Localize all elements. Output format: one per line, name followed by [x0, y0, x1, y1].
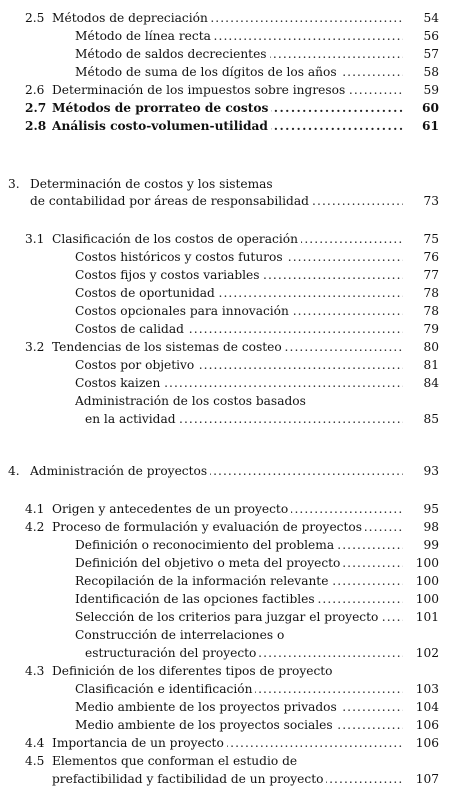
entry-title-text: Métodos de depreciación — [52, 11, 211, 25]
toc-entry — [0, 410, 449, 428]
toc-entry — [0, 338, 449, 356]
page-number: 106 — [405, 716, 439, 734]
entry-title — [75, 716, 403, 734]
entry-title-text: Determinación de los impuestos sobre ingresos — [52, 83, 348, 97]
section-number: 4.5 — [25, 754, 45, 768]
entry-title-text: Definición del objetivo o meta del proyecto — [75, 556, 343, 570]
entry-title-text: Costos de oportunidad — [75, 286, 218, 300]
section-number: 3. — [8, 177, 20, 191]
toc-entry — [0, 536, 449, 554]
toc-entry — [0, 302, 449, 320]
entry-title — [75, 392, 403, 410]
entry-title-text: Costos de calidad — [75, 322, 187, 336]
entry-title — [75, 63, 403, 81]
entry-title-text: Selección de los criterios para juzgar el proyecto — [75, 610, 381, 624]
toc-entry — [0, 63, 449, 81]
toc-entry — [0, 9, 449, 27]
page-number: 59 — [405, 81, 439, 99]
toc-entry — [0, 462, 449, 480]
entry-title-text: Medio ambiente de los proyectos privados — [75, 700, 340, 714]
entry-title — [85, 410, 403, 428]
entry-title — [30, 462, 403, 480]
section-number: 2.8 — [25, 119, 47, 133]
entry-title — [75, 45, 403, 63]
entry-title — [75, 266, 403, 284]
section-number: 2.7 — [25, 101, 47, 115]
entry-title-text: Costos históricos y costos futuros — [75, 250, 286, 264]
section-number: 2.6 — [25, 83, 45, 97]
entry-title — [75, 590, 403, 608]
entry-title-text: Clasificación e identificación — [75, 682, 255, 696]
page-number: 107 — [405, 770, 439, 788]
entry-title — [85, 644, 403, 662]
toc-entry — [0, 662, 449, 680]
entry-title — [52, 752, 403, 770]
toc-entry — [0, 45, 449, 63]
page-number: 100 — [405, 572, 439, 590]
page-number: 85 — [405, 410, 439, 428]
toc-entry — [0, 356, 449, 374]
entry-title-text: Importancia de un proyecto — [52, 736, 227, 750]
entry-title — [52, 338, 403, 356]
toc-entry — [0, 500, 449, 518]
entry-title — [52, 9, 403, 27]
entry-title-text: prefactibilidad y factibilidad de un proyecto — [52, 772, 326, 786]
toc-entry — [0, 175, 449, 193]
section-number: 4.2 — [25, 520, 45, 534]
entry-title-text: de contabilidad por áreas de responsabilidad — [30, 194, 312, 208]
entry-title-text: Elementos que conforman el estudio de — [52, 754, 300, 768]
entry-title-text: Determinación de costos y los sistemas — [30, 177, 276, 191]
entry-title-text: Definición de los diferentes tipos de proyecto — [52, 664, 336, 678]
entry-title — [75, 680, 403, 698]
entry-title — [75, 356, 403, 374]
entry-title-text: Identificación de las opciones factibles — [75, 592, 318, 606]
page-number: 78 — [405, 302, 439, 320]
section-number: 3.1 — [25, 232, 45, 246]
toc-entry — [0, 572, 449, 590]
toc-entry — [0, 626, 449, 644]
toc-entry — [0, 680, 449, 698]
entry-title — [52, 99, 403, 117]
toc-entry — [0, 716, 449, 734]
entry-title-text: Análisis costo-volumen-utilidad — [52, 119, 271, 133]
entry-title-text: Origen y antecedentes de un proyecto — [52, 502, 291, 516]
page-number: 99 — [405, 536, 439, 554]
entry-title-text: Método de suma de los dígitos de los años — [75, 65, 340, 79]
toc-entry — [0, 608, 449, 626]
page-number: 80 — [405, 338, 439, 356]
entry-title — [30, 175, 403, 193]
toc-entry — [0, 554, 449, 572]
section-number: 4.3 — [25, 664, 45, 678]
page-number: 56 — [405, 27, 439, 45]
entry-title — [30, 192, 403, 210]
entry-title — [75, 284, 403, 302]
section-number: 4.4 — [25, 736, 45, 750]
page-number: 57 — [405, 45, 439, 63]
entry-title — [75, 248, 403, 266]
entry-title — [52, 662, 403, 680]
entry-title — [52, 230, 403, 248]
toc-entry — [0, 518, 449, 536]
entry-title — [52, 117, 403, 135]
entry-title — [75, 27, 403, 45]
toc-entry — [0, 320, 449, 338]
toc-entry — [0, 698, 449, 716]
entry-title-text: Definición o reconocimiento del problema — [75, 538, 337, 552]
entry-title — [75, 698, 403, 716]
entry-title-text: Recopilación de la información relevante — [75, 574, 331, 588]
entry-title-text: Administración de proyectos — [30, 464, 210, 478]
page-number: 77 — [405, 266, 439, 284]
toc-entry — [0, 392, 449, 410]
entry-title-text: estructuración del proyecto — [85, 646, 259, 660]
entry-title — [75, 626, 403, 644]
entry-title-text: Tendencias de los sistemas de costeo — [52, 340, 285, 354]
toc-entry — [0, 117, 449, 135]
entry-title — [75, 536, 403, 554]
entry-title-text: Costos fijos y costos variables — [75, 268, 263, 282]
toc-entry — [0, 644, 449, 662]
toc-entry — [0, 230, 449, 248]
toc-entry — [0, 770, 449, 788]
entry-title-text: Costos por objetivo — [75, 358, 197, 372]
entry-title — [75, 608, 403, 626]
entry-title-text: Construcción de interrelaciones o — [75, 628, 287, 642]
entry-title — [75, 302, 403, 320]
entry-title — [52, 734, 403, 752]
entry-title-text: Medio ambiente de los proyectos sociales — [75, 718, 336, 732]
page-number: 95 — [405, 500, 439, 518]
page-number: 84 — [405, 374, 439, 392]
page-number: 100 — [405, 554, 439, 572]
entry-title — [75, 572, 403, 590]
entry-title-text: Proceso de formulación y evaluación de proyectos — [52, 520, 365, 534]
page-number: 100 — [405, 590, 439, 608]
page-number: 54 — [405, 9, 439, 27]
page-number: 58 — [405, 63, 439, 81]
page-number: 60 — [405, 99, 439, 117]
entry-title — [52, 81, 403, 99]
page-number: 73 — [405, 192, 439, 210]
page-number: 61 — [405, 117, 439, 135]
section-number: 4.1 — [25, 502, 45, 516]
entry-title — [52, 518, 403, 536]
page-number: 106 — [405, 734, 439, 752]
toc-entry — [0, 266, 449, 284]
section-number: 4. — [8, 464, 20, 478]
section-number: 2.5 — [25, 11, 45, 25]
toc-entry — [0, 590, 449, 608]
toc-entry — [0, 734, 449, 752]
page-number: 76 — [405, 248, 439, 266]
toc-entry — [0, 248, 449, 266]
toc-entry — [0, 81, 449, 99]
entry-title-text: Costos opcionales para innovación — [75, 304, 292, 318]
entry-title-text: en la actividad — [85, 412, 179, 426]
page-number: 75 — [405, 230, 439, 248]
toc-entry — [0, 99, 449, 117]
toc-entry — [0, 27, 449, 45]
toc-entry — [0, 374, 449, 392]
page-number: 93 — [405, 462, 439, 480]
section-number: 3.2 — [25, 340, 45, 354]
page-number: 103 — [405, 680, 439, 698]
entry-title — [52, 500, 403, 518]
entry-title-text: Métodos de prorrateo de costos — [52, 101, 271, 115]
page-number: 101 — [405, 608, 439, 626]
entry-title-text: Método de línea recta — [75, 29, 214, 43]
entry-title — [75, 374, 403, 392]
entry-title-text: Administración de los costos basados — [75, 394, 309, 408]
page-number: 79 — [405, 320, 439, 338]
page-number: 81 — [405, 356, 439, 374]
page-number: 102 — [405, 644, 439, 662]
page-number: 98 — [405, 518, 439, 536]
entry-title — [52, 770, 403, 788]
page-number: 78 — [405, 284, 439, 302]
entry-title-text: Método de saldos decrecientes — [75, 47, 270, 61]
toc-entry — [0, 192, 449, 210]
page-number: 104 — [405, 698, 439, 716]
entry-title — [75, 554, 403, 572]
entry-title-text: Costos kaizen — [75, 376, 163, 390]
entry-title-text: Clasificación de los costos de operación — [52, 232, 301, 246]
toc-entry — [0, 752, 449, 770]
entry-title — [75, 320, 403, 338]
toc-entry — [0, 284, 449, 302]
